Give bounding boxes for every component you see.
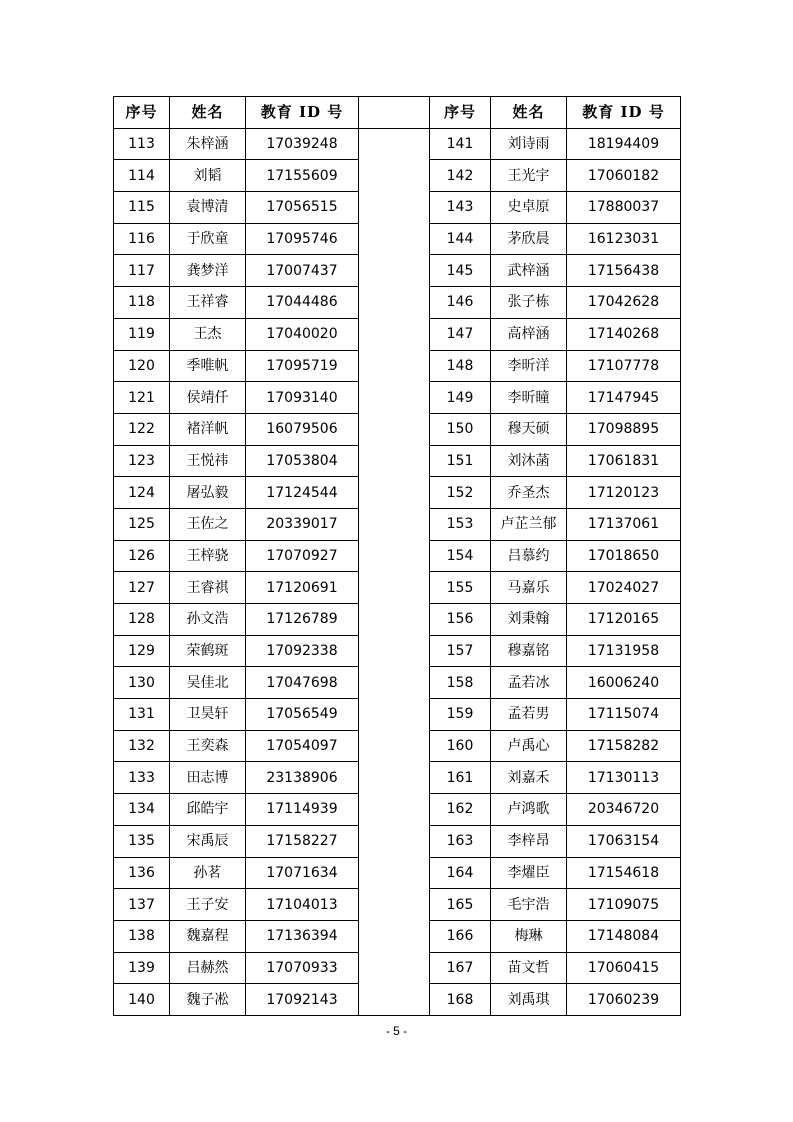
table-row [114, 287, 681, 319]
table-row [114, 857, 681, 889]
row-name-left: 王祥睿 [170, 287, 246, 319]
row-name-left: 侯靖仟 [170, 382, 246, 414]
row-seq-left: 122 [114, 413, 170, 445]
row-name-right: 刘秉翰 [491, 604, 567, 636]
column-gap [359, 382, 430, 414]
row-name-left: 魏子凇 [170, 984, 246, 1016]
row-name-right: 刘沐菡 [491, 445, 567, 477]
table-row [114, 920, 681, 952]
row-seq-left: 140 [114, 984, 170, 1016]
column-gap [359, 445, 430, 477]
row-id-right: 16123031 [567, 223, 681, 255]
row-seq-left: 121 [114, 382, 170, 414]
row-id-left: 17070927 [246, 540, 359, 572]
row-id-right: 17115074 [567, 699, 681, 731]
table-row [114, 540, 681, 572]
row-id-left: 17056549 [246, 699, 359, 731]
row-id-left: 17155609 [246, 160, 359, 192]
table-row [114, 667, 681, 699]
row-name-right: 高梓涵 [491, 318, 567, 350]
column-gap [359, 97, 430, 129]
row-name-left: 朱梓涵 [170, 128, 246, 160]
column-gap [359, 762, 430, 794]
row-id-right: 17156438 [567, 255, 681, 287]
row-name-right: 张子栋 [491, 287, 567, 319]
row-seq-left: 115 [114, 192, 170, 224]
row-id-right: 17148084 [567, 920, 681, 952]
column-gap [359, 920, 430, 952]
table-row [114, 699, 681, 731]
row-name-right: 毛宇浩 [491, 889, 567, 921]
row-name-right: 武梓涵 [491, 255, 567, 287]
row-seq-left: 116 [114, 223, 170, 255]
row-id-right: 18194409 [567, 128, 681, 160]
row-seq-right: 165 [430, 889, 491, 921]
column-gap [359, 825, 430, 857]
table-row [114, 160, 681, 192]
row-name-right: 孟若冰 [491, 667, 567, 699]
row-seq-right: 144 [430, 223, 491, 255]
row-seq-right: 147 [430, 318, 491, 350]
row-id-right: 17060415 [567, 952, 681, 984]
row-id-left: 17092143 [246, 984, 359, 1016]
row-seq-right: 157 [430, 635, 491, 667]
row-id-right: 17063154 [567, 825, 681, 857]
row-id-left: 17092338 [246, 635, 359, 667]
row-seq-right: 156 [430, 604, 491, 636]
row-name-left: 龚梦洋 [170, 255, 246, 287]
header-seq-right: 序号 [430, 97, 491, 129]
row-name-left: 魏嘉程 [170, 920, 246, 952]
row-name-right: 王光宇 [491, 160, 567, 192]
table-row [114, 762, 681, 794]
column-gap [359, 128, 430, 160]
table-row [114, 223, 681, 255]
header-name-right: 姓名 [491, 97, 567, 129]
row-name-right: 卢鸿歌 [491, 794, 567, 826]
table-row [114, 604, 681, 636]
column-gap [359, 730, 430, 762]
column-gap [359, 952, 430, 984]
page-number: - 5 - [385, 1024, 408, 1038]
column-gap [359, 667, 430, 699]
row-name-right: 吕慕约 [491, 540, 567, 572]
row-name-right: 茅欣晨 [491, 223, 567, 255]
row-id-left: 17044486 [246, 287, 359, 319]
row-seq-right: 163 [430, 825, 491, 857]
row-name-left: 邱皓宇 [170, 794, 246, 826]
column-gap [359, 413, 430, 445]
row-id-left: 17047698 [246, 667, 359, 699]
row-id-right: 17042628 [567, 287, 681, 319]
row-name-left: 孙文浩 [170, 604, 246, 636]
column-gap [359, 350, 430, 382]
row-name-left: 刘韬 [170, 160, 246, 192]
column-gap [359, 508, 430, 540]
column-gap [359, 287, 430, 319]
row-id-right: 17120165 [567, 604, 681, 636]
row-id-right: 17120123 [567, 477, 681, 509]
row-id-right: 17061831 [567, 445, 681, 477]
row-id-left: 20339017 [246, 508, 359, 540]
row-seq-right: 155 [430, 572, 491, 604]
row-id-right: 17140268 [567, 318, 681, 350]
table-row [114, 794, 681, 826]
row-seq-left: 130 [114, 667, 170, 699]
column-gap [359, 318, 430, 350]
row-name-right: 穆天硕 [491, 413, 567, 445]
column-gap [359, 255, 430, 287]
row-seq-left: 129 [114, 635, 170, 667]
row-name-right: 李梓昂 [491, 825, 567, 857]
row-seq-right: 158 [430, 667, 491, 699]
row-seq-right: 167 [430, 952, 491, 984]
table-row [114, 825, 681, 857]
column-gap [359, 889, 430, 921]
row-seq-left: 119 [114, 318, 170, 350]
row-name-right: 卢芷兰郁 [491, 508, 567, 540]
row-seq-left: 113 [114, 128, 170, 160]
row-name-left: 卫昊轩 [170, 699, 246, 731]
table-row [114, 635, 681, 667]
row-id-right: 17147945 [567, 382, 681, 414]
row-id-left: 17136394 [246, 920, 359, 952]
row-id-right: 17137061 [567, 508, 681, 540]
row-seq-right: 159 [430, 699, 491, 731]
table-header-row [114, 97, 681, 129]
row-name-left: 屠弘毅 [170, 477, 246, 509]
row-name-left: 褚洋帆 [170, 413, 246, 445]
row-seq-left: 138 [114, 920, 170, 952]
row-id-left: 17070933 [246, 952, 359, 984]
row-id-left: 17120691 [246, 572, 359, 604]
row-seq-left: 136 [114, 857, 170, 889]
row-id-right: 17154618 [567, 857, 681, 889]
table-row [114, 952, 681, 984]
row-seq-left: 128 [114, 604, 170, 636]
row-name-right: 乔圣杰 [491, 477, 567, 509]
row-name-left: 王睿祺 [170, 572, 246, 604]
row-name-right: 李昕洋 [491, 350, 567, 382]
row-id-left: 17053804 [246, 445, 359, 477]
table-row [114, 350, 681, 382]
row-seq-left: 123 [114, 445, 170, 477]
column-gap [359, 192, 430, 224]
table-row [114, 128, 681, 160]
row-seq-left: 126 [114, 540, 170, 572]
header-seq-left: 序号 [114, 97, 170, 129]
column-gap [359, 857, 430, 889]
row-seq-left: 114 [114, 160, 170, 192]
row-seq-left: 124 [114, 477, 170, 509]
row-seq-right: 166 [430, 920, 491, 952]
row-seq-right: 141 [430, 128, 491, 160]
row-name-right: 刘禹琪 [491, 984, 567, 1016]
row-id-right: 20346720 [567, 794, 681, 826]
row-id-right: 17131958 [567, 635, 681, 667]
table-row [114, 730, 681, 762]
row-seq-left: 117 [114, 255, 170, 287]
row-id-left: 17071634 [246, 857, 359, 889]
header-id-right: 教育 ID 号 [567, 97, 681, 129]
row-name-right: 史卓原 [491, 192, 567, 224]
row-id-left: 17104013 [246, 889, 359, 921]
row-name-right: 卢禹心 [491, 730, 567, 762]
column-gap [359, 223, 430, 255]
row-seq-left: 139 [114, 952, 170, 984]
row-name-right: 孟若男 [491, 699, 567, 731]
row-name-right: 梅琳 [491, 920, 567, 952]
column-gap [359, 477, 430, 509]
table-row [114, 192, 681, 224]
row-name-left: 王梓骁 [170, 540, 246, 572]
table-row [114, 255, 681, 287]
row-name-right: 李燿臣 [491, 857, 567, 889]
table-body [114, 128, 681, 1015]
row-name-left: 王杰 [170, 318, 246, 350]
row-seq-right: 152 [430, 477, 491, 509]
row-name-right: 李昕瞳 [491, 382, 567, 414]
row-name-left: 袁博清 [170, 192, 246, 224]
table-row [114, 318, 681, 350]
row-seq-right: 146 [430, 287, 491, 319]
row-id-left: 17124544 [246, 477, 359, 509]
column-gap [359, 540, 430, 572]
row-seq-right: 149 [430, 382, 491, 414]
row-seq-left: 134 [114, 794, 170, 826]
column-gap [359, 984, 430, 1016]
row-name-left: 宋禹辰 [170, 825, 246, 857]
row-seq-left: 131 [114, 699, 170, 731]
row-seq-left: 135 [114, 825, 170, 857]
row-seq-right: 164 [430, 857, 491, 889]
header-name-left: 姓名 [170, 97, 246, 129]
column-gap [359, 604, 430, 636]
table-row [114, 889, 681, 921]
row-seq-left: 120 [114, 350, 170, 382]
table-row [114, 382, 681, 414]
row-name-right: 刘诗雨 [491, 128, 567, 160]
row-seq-right: 148 [430, 350, 491, 382]
column-gap [359, 635, 430, 667]
row-seq-right: 161 [430, 762, 491, 794]
row-id-left: 17093140 [246, 382, 359, 414]
row-id-left: 17095719 [246, 350, 359, 382]
row-seq-left: 133 [114, 762, 170, 794]
row-id-right: 17060182 [567, 160, 681, 192]
row-id-left: 17056515 [246, 192, 359, 224]
column-gap [359, 572, 430, 604]
row-seq-right: 151 [430, 445, 491, 477]
row-name-left: 王奕森 [170, 730, 246, 762]
row-seq-left: 125 [114, 508, 170, 540]
row-id-right: 17098895 [567, 413, 681, 445]
row-id-left: 17007437 [246, 255, 359, 287]
column-gap [359, 160, 430, 192]
row-id-right: 17109075 [567, 889, 681, 921]
row-seq-right: 143 [430, 192, 491, 224]
row-id-right: 17880037 [567, 192, 681, 224]
table-row [114, 508, 681, 540]
header-id-left: 教育 ID 号 [246, 97, 359, 129]
row-id-right: 16006240 [567, 667, 681, 699]
row-name-left: 荣鹤斑 [170, 635, 246, 667]
row-seq-right: 153 [430, 508, 491, 540]
row-id-left: 17126789 [246, 604, 359, 636]
column-gap [359, 794, 430, 826]
row-id-left: 17054097 [246, 730, 359, 762]
row-id-right: 17060239 [567, 984, 681, 1016]
table-row [114, 572, 681, 604]
row-seq-right: 162 [430, 794, 491, 826]
row-id-right: 17158282 [567, 730, 681, 762]
row-name-right: 苗文哲 [491, 952, 567, 984]
row-name-right: 穆嘉铭 [491, 635, 567, 667]
row-name-right: 刘嘉禾 [491, 762, 567, 794]
row-seq-right: 150 [430, 413, 491, 445]
student-roster-table [113, 96, 681, 1016]
table-row [114, 477, 681, 509]
table-row [114, 413, 681, 445]
row-id-right: 17130113 [567, 762, 681, 794]
row-name-left: 王佐之 [170, 508, 246, 540]
row-seq-right: 142 [430, 160, 491, 192]
row-seq-right: 168 [430, 984, 491, 1016]
row-seq-left: 118 [114, 287, 170, 319]
row-name-right: 马嘉乐 [491, 572, 567, 604]
row-id-right: 17024027 [567, 572, 681, 604]
row-id-left: 16079506 [246, 413, 359, 445]
row-id-right: 17018650 [567, 540, 681, 572]
row-seq-right: 154 [430, 540, 491, 572]
row-name-left: 于欣童 [170, 223, 246, 255]
row-id-left: 17158227 [246, 825, 359, 857]
row-name-left: 田志博 [170, 762, 246, 794]
row-id-left: 17040020 [246, 318, 359, 350]
row-name-left: 王悦祎 [170, 445, 246, 477]
row-name-left: 王子安 [170, 889, 246, 921]
row-id-left: 17039248 [246, 128, 359, 160]
row-seq-right: 160 [430, 730, 491, 762]
row-seq-left: 137 [114, 889, 170, 921]
row-name-left: 季唯帆 [170, 350, 246, 382]
column-gap [359, 699, 430, 731]
row-id-left: 17114939 [246, 794, 359, 826]
row-name-left: 吕赫然 [170, 952, 246, 984]
row-seq-left: 127 [114, 572, 170, 604]
row-seq-left: 132 [114, 730, 170, 762]
row-name-left: 孙茗 [170, 857, 246, 889]
table-row [114, 445, 681, 477]
row-id-left: 23138906 [246, 762, 359, 794]
row-name-left: 吴佳北 [170, 667, 246, 699]
row-id-right: 17107778 [567, 350, 681, 382]
row-seq-right: 145 [430, 255, 491, 287]
table-row [114, 984, 681, 1016]
row-id-left: 17095746 [246, 223, 359, 255]
